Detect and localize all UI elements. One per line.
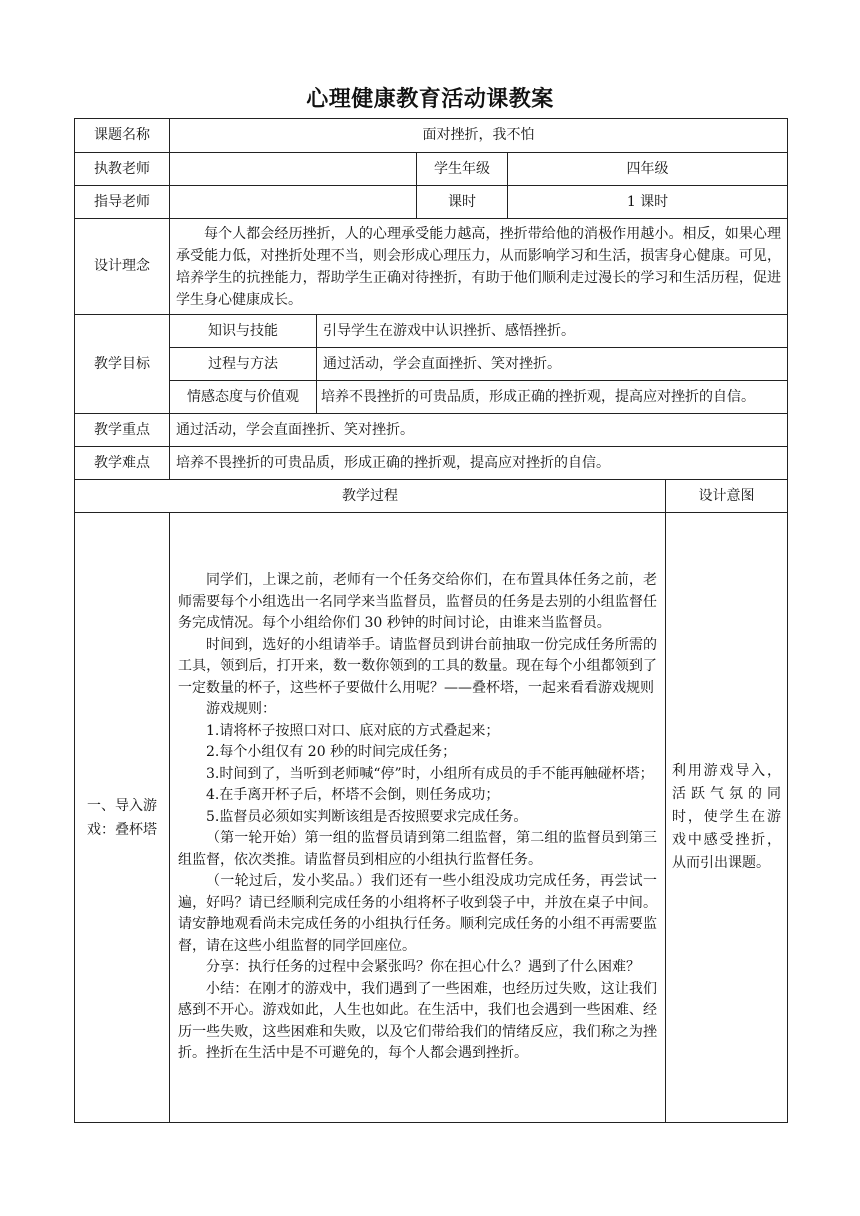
topic-label: 课题名称 xyxy=(75,119,170,153)
intent-header: 设计意图 xyxy=(666,480,788,513)
intent-text: 利用游戏导入，活跃气氛的同时，使学生在游戏中感受挫折，从而引出课题。 xyxy=(666,513,788,1123)
concept-label: 设计理念 xyxy=(75,219,170,315)
process-paragraph: 分享：执行任务的过程中会紧张吗？你在担心什么？遇到了什么困难？ xyxy=(206,959,640,976)
difficulty-label: 教学难点 xyxy=(75,447,170,480)
process-paragraph: 2.每个小组仅有 20 秒的时间完成任务； xyxy=(206,744,457,761)
process-paragraph: 游戏规则： xyxy=(206,701,276,718)
hours-value: 1 课时 xyxy=(508,186,788,219)
key-point-label: 教学重点 xyxy=(75,414,170,447)
row-concept xyxy=(75,219,788,315)
objective-text: 通过活动，学会直面挫折、笑对挫折。 xyxy=(317,348,788,381)
objective-name: 知识与技能 xyxy=(170,315,317,348)
row-process-header xyxy=(75,480,788,513)
process-paragraph: （第一轮开始）第一组的监督员请到第二组监督，第二组的监督员到第三组监督，依次类推。请监督员到相应的小组执行监督任务。 xyxy=(178,830,657,868)
advisor-label: 指导老师 xyxy=(75,186,170,219)
row-advisor xyxy=(75,186,788,219)
row-objective-3 xyxy=(75,381,788,414)
row-process-body xyxy=(75,513,788,1123)
concept-text: 每个人都会经历挫折，人的心理承受能力越高，挫折带给他的消极作用越小。相反，如果心理承受能力低，对挫折处理不当，则会形成心理压力，从而影响学习和生活，损害身心健康。可见，培养学生的抗挫能力，帮助学生正确对待挫折，有助于他们顺利走过漫长的学习和生活历程，促进学生身心健康成长。 xyxy=(176,225,781,308)
process-paragraph: 时间到，选好的小组请举手。请监督员到讲台前抽取一份完成任务所需的工具，领到后，打开来，数一数你领到的工具的数量。现在每个小组都领到了一定数量的杯子，这些杯子要做什么用呢？——叠杯塔，一起来看看游戏规则 xyxy=(178,636,657,696)
process-header: 教学过程 xyxy=(75,480,666,513)
process-paragraph: 同学们，上课之前，老师有一个任务交给你们，在布置具体任务之前，老师需要每个小组选出一名同学来当监督员，监督员的任务是去别的小组监督任务完成情况。每个小组给你们 30 秒钟的时间讨论，由谁来当监督员。 xyxy=(178,572,657,632)
row-teacher xyxy=(75,153,788,186)
topic-value: 面对挫折，我不怕 xyxy=(170,119,788,153)
page-title: 心理健康教育活动课教案 xyxy=(306,87,554,112)
objective-text: 引导学生在游戏中认识挫折、感悟挫折。 xyxy=(317,315,788,348)
process-paragraph: 3.时间到了，当听到老师喊“停”时，小组所有成员的手不能再触碰杯塔； xyxy=(206,765,654,782)
advisor-value xyxy=(170,186,417,219)
row-topic xyxy=(75,119,788,153)
difficulty-text: 培养不畏挫折的可贵品质，形成正确的挫折观，提高应对挫折的自信。 xyxy=(170,447,788,480)
row-key-point xyxy=(75,414,788,447)
objective-name: 过程与方法 xyxy=(170,348,317,381)
lesson-plan-table xyxy=(74,118,788,1123)
key-point-text: 通过活动，学会直面挫折、笑对挫折。 xyxy=(170,414,788,447)
grade-label: 学生年级 xyxy=(417,153,508,186)
hours-label: 课时 xyxy=(417,186,508,219)
row-difficulty xyxy=(75,447,788,480)
row-objective-1 xyxy=(75,315,788,348)
process-paragraph: （一轮过后，发小奖品。）我们还有一些小组没成功完成任务，再尝试一遍，好吗？请已经顺利完成任务的小组将杯子收到袋子中，并放在桌子中间。请安静地观看尚未完成任务的小组执行任务。顺利完成任务的小组不再需要监督，请在这些小组监督的同学回座位。 xyxy=(178,873,657,954)
process-paragraph: 4.在手离开杯子后，杯塔不会倒，则任务成功； xyxy=(206,787,500,804)
process-content xyxy=(170,513,666,1123)
section-label: 一、导入游戏：叠杯塔 xyxy=(75,513,170,1123)
process-paragraph: 5.监督员必须如实判断该组是否按照要求完成任务。 xyxy=(206,808,528,825)
objectives-label: 教学目标 xyxy=(75,315,170,414)
process-paragraph: 小结：在刚才的游戏中，我们遇到了一些困难，也经历过失败，这让我们感到不开心。游戏如此，人生也如此。在生活中，我们也会遇到一些困难、经历一些失败，这些困难和失败，以及它们带给我们的情绪反应，我们称之为挫折。挫折在生活中是不可避免的，每个人都会遇到挫折。 xyxy=(178,980,657,1062)
row-objective-2 xyxy=(75,348,788,381)
process-paragraph: 1.请将杯子按照口对口、底对底的方式叠起来； xyxy=(206,722,500,739)
objective-text: 培养不畏挫折的可贵品质，形成正确的挫折观，提高应对挫折的自信。 xyxy=(317,381,788,414)
grade-value: 四年级 xyxy=(508,153,788,186)
objective-name: 情感态度与价值观 xyxy=(170,381,317,414)
teacher-value xyxy=(170,153,417,186)
teacher-label: 执教老师 xyxy=(75,153,170,186)
